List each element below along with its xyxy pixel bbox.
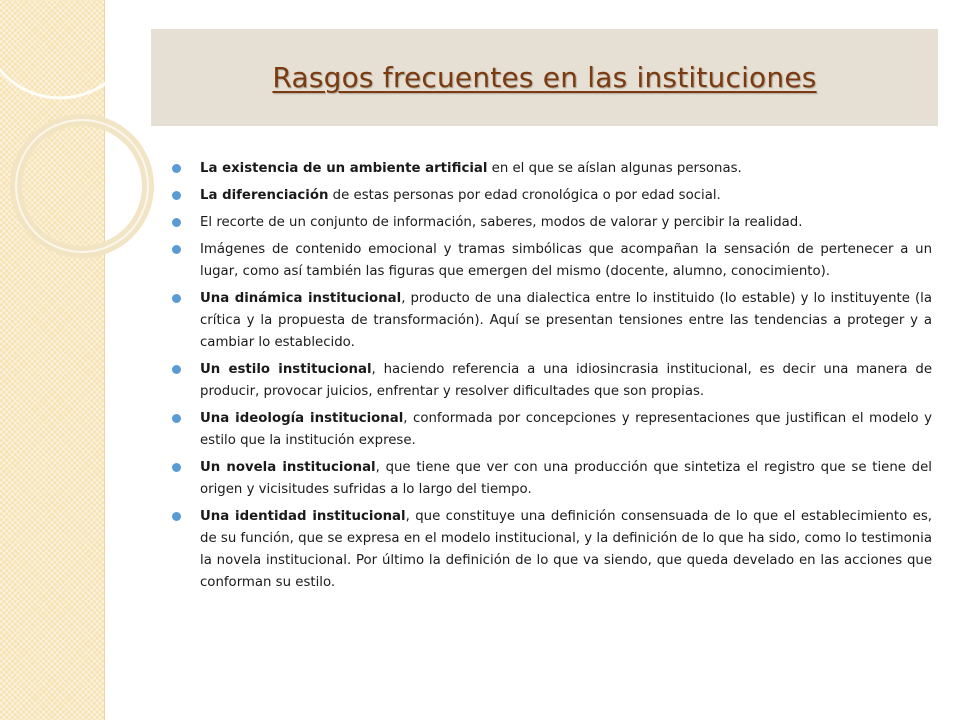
bullet-text: en el que se aíslan algunas personas. bbox=[487, 161, 742, 176]
bullet-item bbox=[172, 288, 932, 354]
bullet-dot-icon bbox=[172, 164, 181, 173]
bullet-dot-icon bbox=[172, 414, 181, 423]
bullet-item bbox=[172, 158, 932, 180]
bullet-item bbox=[172, 185, 932, 207]
bullet-text: , que tiene que ver con una producción que sintetiza el registro que se tiene del origen y vicisitudes sufridas a lo largo del tiempo. bbox=[200, 460, 933, 497]
bullet-dot-icon bbox=[172, 218, 181, 227]
bullet-bold-text: Una identidad institucional bbox=[200, 509, 406, 524]
bullet-text: El recorte de un conjunto de información, saberes, modos de valorar y percibir la realidad. bbox=[200, 215, 803, 230]
bullet-list bbox=[172, 158, 932, 594]
slide-title: Rasgos frecuentes en las instituciones bbox=[272, 61, 817, 94]
bullet-dot-icon bbox=[172, 294, 181, 303]
bullet-bold-text: La diferenciación bbox=[200, 188, 329, 203]
bullet-bold-text: Un estilo institucional bbox=[200, 362, 372, 377]
bullet-text: , haciendo referencia a una idiosincrasia institucional, es decir una manera de producir, provocar juicios, enfrentar y resolver dificultades que son propias. bbox=[200, 362, 932, 399]
bullet-bold-text: Un novela institucional bbox=[200, 460, 376, 475]
bullet-item bbox=[172, 506, 932, 594]
decorative-circles bbox=[0, 0, 160, 300]
bullet-bold-text: Una dinámica institucional bbox=[200, 291, 402, 306]
bullet-text: , producto de una dialectica entre lo instituido (lo estable) y lo instituyente (la crítica y la propuesta de transformación). Aquí se presentan tensiones entre las tendencias a proteger y a cambiar lo establecido. bbox=[200, 291, 932, 350]
bullet-item bbox=[172, 359, 932, 403]
bullet-text: , que constituye una definición consensuada de lo que el establecimiento es, de su función, que se expresa en el modelo institucional, y la definición de lo que ha sido, como lo testimonia la novela institucional. Por último la definición de lo que va siendo, que queda develado en las acciones que conforman su estilo. bbox=[200, 509, 932, 590]
bullet-dot-icon bbox=[172, 512, 181, 521]
bullet-text: Imágenes de contenido emocional y tramas simbólicas que acompañan la sensación de pertenecer a un lugar, como así también las figuras que emergen del mismo (docente, alumno, conocimiento). bbox=[200, 242, 932, 279]
bullet-dot-icon bbox=[172, 245, 181, 254]
bullet-dot-icon bbox=[172, 191, 181, 200]
bullet-item bbox=[172, 239, 932, 283]
content-area bbox=[172, 158, 932, 599]
bullet-text: de estas personas por edad cronológica o por edad social. bbox=[328, 188, 721, 203]
title-band bbox=[151, 29, 938, 126]
bullet-dot-icon bbox=[172, 365, 181, 374]
bullet-item bbox=[172, 212, 932, 234]
bullet-bold-text: La existencia de un ambiente artificial bbox=[200, 161, 488, 176]
bullet-bold-text: Una ideología institucional bbox=[200, 411, 404, 426]
bullet-item bbox=[172, 408, 932, 452]
bullet-dot-icon bbox=[172, 463, 181, 472]
bullet-text: , conformada por concepciones y representaciones que justifican el modelo y estilo que la institución exprese. bbox=[200, 411, 932, 448]
bullet-item bbox=[172, 457, 932, 501]
